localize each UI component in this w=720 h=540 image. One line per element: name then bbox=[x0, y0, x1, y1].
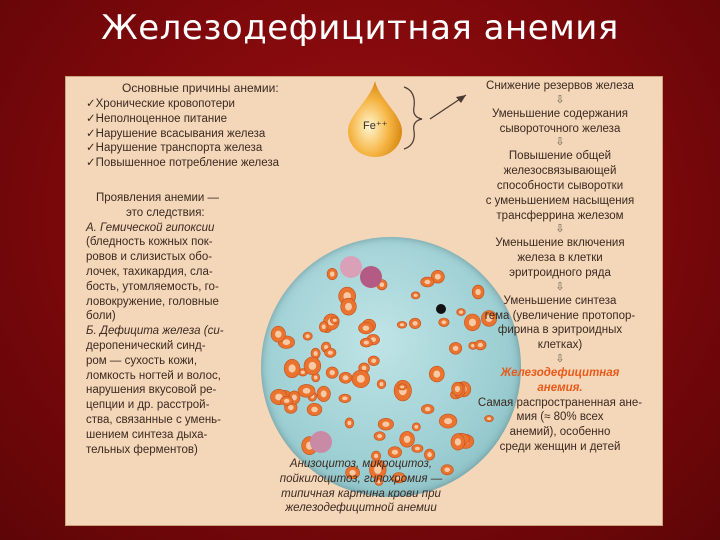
down-arrow-icon: ⇩ bbox=[555, 93, 565, 106]
cause-item: ✓ Нарушение транспорта железа bbox=[86, 141, 279, 156]
cell-pallor bbox=[392, 450, 398, 455]
causes-list bbox=[86, 97, 279, 171]
cell-pallor bbox=[455, 386, 460, 392]
manifest-line: А. Гемической гипоксии bbox=[86, 221, 215, 234]
cell-pallor bbox=[371, 359, 376, 363]
cell-pallor bbox=[314, 351, 318, 356]
manifestations-block bbox=[86, 191, 224, 457]
chain-step: Снижение резервов железа bbox=[486, 80, 634, 92]
chain-step: гема (увеличение протопор- bbox=[484, 309, 636, 322]
caption-line: Анизоцитоз, микроцитоз, bbox=[289, 458, 433, 470]
caption-line: типичная картина крови при bbox=[281, 487, 441, 500]
chain-step: с уменьшением насыщения bbox=[485, 194, 635, 207]
cell-pallor bbox=[400, 386, 404, 389]
cause-item: ✓ Повышенное потребление железа bbox=[86, 156, 279, 171]
pathogenesis-chain bbox=[462, 79, 658, 455]
cell-pallor bbox=[309, 362, 317, 370]
caption-line: железодефицитной анемии bbox=[285, 502, 437, 515]
cell-pallor bbox=[404, 436, 411, 443]
caption-line: пойкилоцитоз, гипохромия — bbox=[279, 472, 443, 485]
cell-pallor bbox=[345, 303, 352, 311]
manifest-line: бость, утомляемость, го- bbox=[86, 280, 219, 293]
chain-step: трансферрина железом bbox=[496, 209, 624, 222]
cell-pallor bbox=[414, 425, 418, 429]
manifest-line: шением синтеза дыха- bbox=[86, 428, 208, 441]
cell-pallor bbox=[380, 282, 385, 287]
figure-panel bbox=[65, 76, 663, 526]
result-title: анемия. bbox=[537, 381, 583, 394]
slide-title: Железодефицитная анемия bbox=[101, 8, 619, 48]
cell-pallor bbox=[433, 371, 440, 378]
cell-pallor bbox=[314, 376, 318, 380]
manifest-line: лочек, тахикардия, сла- bbox=[86, 265, 213, 278]
result-title: Железодефицитная bbox=[500, 366, 620, 379]
manifest-line: нарушения вкусовой ре- bbox=[86, 384, 217, 397]
cell-pallor bbox=[364, 341, 369, 345]
manifest-line: это следствия: bbox=[126, 206, 205, 219]
cell-pallor bbox=[283, 339, 290, 345]
cell-pallor bbox=[288, 405, 294, 410]
manifest-line: боли) bbox=[86, 310, 116, 323]
result-text: Самая распространенная ане- bbox=[477, 396, 643, 409]
manifest-line: ломкость ногтей и волос, bbox=[86, 369, 221, 382]
chain-step: Уменьшение включения bbox=[495, 237, 625, 250]
cell-pallor bbox=[444, 418, 452, 424]
cell-pallor bbox=[413, 321, 418, 326]
cell-pallor bbox=[303, 388, 311, 394]
down-arrow-icon: ⇩ bbox=[555, 223, 565, 236]
cell-pallor bbox=[301, 371, 305, 374]
cell-pallor bbox=[342, 397, 347, 401]
leukocyte bbox=[310, 431, 332, 453]
causes-heading: Основные причины анемии: bbox=[122, 81, 279, 95]
chain-step: фирина в эритроидных bbox=[497, 324, 623, 337]
down-arrow-icon: ⇩ bbox=[555, 352, 565, 365]
chain-step: сывороточного железа bbox=[499, 122, 621, 135]
cell-pallor bbox=[400, 323, 404, 326]
cell-pallor bbox=[311, 407, 318, 413]
cause-item: ✓ Нарушение всасывания железа bbox=[86, 127, 279, 142]
cell-pallor bbox=[425, 407, 431, 411]
cell-pallor bbox=[347, 421, 351, 426]
result-text: анемий), особенно bbox=[509, 426, 611, 439]
iron-label: Fe⁺⁺ bbox=[363, 120, 388, 132]
down-arrow-icon: ⇩ bbox=[555, 280, 565, 293]
cell-pallor bbox=[284, 399, 290, 403]
chain-step: железосвязывающей bbox=[503, 165, 617, 178]
chain-step: Уменьшение синтеза bbox=[503, 294, 617, 307]
cell-pallor bbox=[275, 331, 281, 338]
cell-pallor bbox=[343, 375, 349, 380]
manifest-line: цепции и др. расстрой- bbox=[86, 399, 210, 412]
cell-pallor bbox=[333, 319, 337, 322]
smear-caption bbox=[256, 457, 466, 516]
manifest-line: ства, связанные с умень- bbox=[86, 413, 222, 426]
cell-pallor bbox=[380, 382, 384, 386]
cell-pallor bbox=[415, 447, 420, 451]
cell-pallor bbox=[330, 271, 335, 276]
chain-step: железа в клетки bbox=[517, 252, 603, 265]
cell-pallor bbox=[328, 351, 333, 355]
manifest-line: (бледность кожных пок- bbox=[86, 236, 213, 249]
cell-pallor bbox=[453, 346, 459, 351]
cell-pallor bbox=[321, 390, 327, 397]
leukocyte bbox=[360, 266, 382, 288]
chain-step: клетках) bbox=[537, 339, 583, 352]
cell-pallor bbox=[442, 320, 447, 324]
dark-inclusion bbox=[436, 304, 446, 314]
chain-step: эритроидного ряда bbox=[509, 266, 611, 279]
result-text: мия (≈ 80% всех bbox=[516, 411, 604, 424]
result-text: среди женщин и детей bbox=[499, 440, 621, 453]
cell-pallor bbox=[330, 370, 335, 375]
leukocyte bbox=[340, 256, 362, 278]
manifest-line: Б. Дефицита железа (си- bbox=[86, 325, 224, 338]
manifest-line: ловокружение, головные bbox=[86, 295, 219, 308]
manifest-line: ром — сухость кожи, bbox=[86, 354, 198, 367]
cell-pallor bbox=[357, 375, 365, 383]
cell-pallor bbox=[424, 280, 430, 284]
cause-item: ✓ Неполноценное питание bbox=[86, 112, 279, 127]
cell-pallor bbox=[289, 364, 296, 372]
manifest-line: тельных ферментов) bbox=[86, 443, 198, 456]
chain-step: Повышение общей bbox=[508, 150, 612, 163]
manifest-line: ровов и слизистых обо- bbox=[86, 251, 213, 264]
cell-pallor bbox=[306, 334, 310, 338]
manifest-line: Проявления анемии — bbox=[96, 192, 220, 204]
cell-pallor bbox=[414, 294, 418, 297]
cause-item: ✓ Хронические кровопотери bbox=[86, 97, 279, 112]
down-arrow-icon: ⇩ bbox=[555, 136, 565, 149]
cell-pallor bbox=[363, 326, 370, 331]
chain-step: способности сыворотки bbox=[496, 179, 624, 192]
cell-pallor bbox=[362, 366, 367, 371]
cell-pallor bbox=[455, 438, 461, 445]
manifest-line: деропенический синд- bbox=[86, 339, 206, 352]
cell-pallor bbox=[377, 434, 382, 438]
cell-pallor bbox=[435, 274, 441, 280]
chain-step: Уменьшение содержания bbox=[491, 107, 629, 120]
cell-pallor bbox=[382, 422, 389, 427]
cell-pallor bbox=[322, 324, 326, 329]
